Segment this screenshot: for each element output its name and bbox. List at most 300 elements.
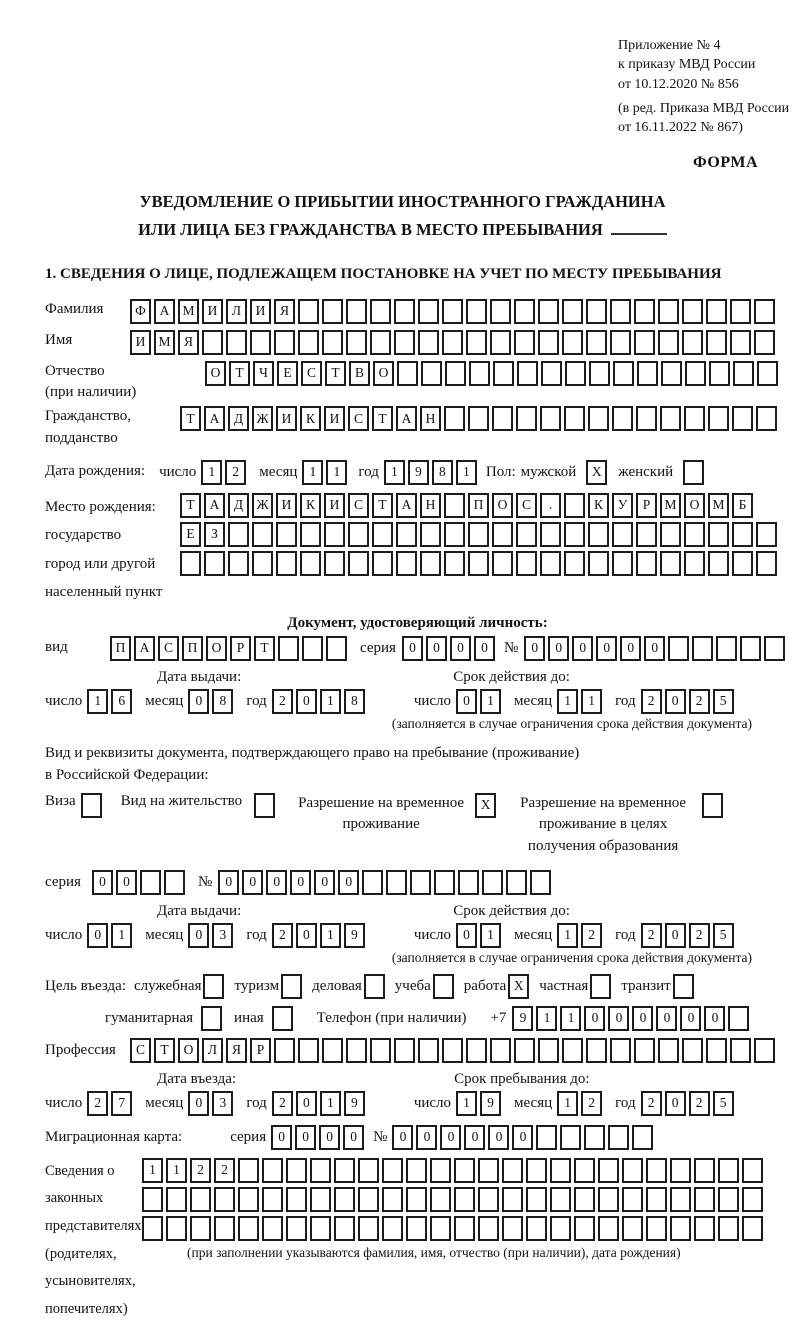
char-cell[interactable] xyxy=(274,330,295,355)
purpose-private-checkbox[interactable] xyxy=(590,974,611,999)
char-cell[interactable]: 0 xyxy=(296,1091,317,1116)
char-cell[interactable] xyxy=(564,551,585,576)
char-cell[interactable]: Т xyxy=(372,493,393,518)
char-cell[interactable] xyxy=(298,1038,319,1063)
char-cell[interactable] xyxy=(598,1158,619,1183)
char-cell[interactable] xyxy=(372,522,393,547)
char-cell[interactable]: Е xyxy=(277,361,298,386)
char-cell[interactable] xyxy=(420,551,441,576)
char-cell[interactable] xyxy=(300,551,321,576)
char-cell[interactable]: Л xyxy=(226,299,247,324)
char-cell[interactable] xyxy=(276,522,297,547)
char-cell[interactable] xyxy=(430,1216,451,1241)
phone-boxes[interactable] xyxy=(512,1006,752,1031)
char-cell[interactable]: Т xyxy=(180,493,201,518)
char-cell[interactable] xyxy=(226,330,247,355)
char-cell[interactable]: А xyxy=(154,299,175,324)
birth-day-boxes[interactable] xyxy=(201,460,249,485)
char-cell[interactable]: 0 xyxy=(218,870,239,895)
purpose-official-checkbox[interactable] xyxy=(203,974,224,999)
char-cell[interactable]: А xyxy=(134,636,155,661)
char-cell[interactable] xyxy=(370,330,391,355)
temp-residence-education-checkbox[interactable] xyxy=(702,793,723,818)
purpose-other-checkbox[interactable] xyxy=(272,1006,293,1031)
char-cell[interactable]: И xyxy=(202,299,223,324)
char-cell[interactable]: 1 xyxy=(142,1158,163,1183)
char-cell[interactable]: 0 xyxy=(426,636,447,661)
char-cell[interactable] xyxy=(516,406,537,431)
char-cell[interactable] xyxy=(286,1187,307,1212)
char-cell[interactable] xyxy=(588,522,609,547)
char-cell[interactable] xyxy=(634,330,655,355)
char-cell[interactable] xyxy=(670,1187,691,1212)
char-cell[interactable]: Т xyxy=(254,636,275,661)
char-cell[interactable] xyxy=(382,1187,403,1212)
purpose-transit-checkbox[interactable] xyxy=(673,974,694,999)
purpose-study-checkbox[interactable] xyxy=(433,974,454,999)
stay-month-boxes[interactable] xyxy=(557,1091,605,1116)
char-cell[interactable] xyxy=(410,870,431,895)
stay-day-boxes[interactable] xyxy=(456,1091,504,1116)
char-cell[interactable]: 5 xyxy=(713,923,734,948)
doc-valid-year-boxes[interactable] xyxy=(641,689,737,714)
char-cell[interactable] xyxy=(612,406,633,431)
char-cell[interactable] xyxy=(262,1158,283,1183)
char-cell[interactable] xyxy=(589,361,610,386)
char-cell[interactable] xyxy=(550,1187,571,1212)
char-cell[interactable] xyxy=(394,330,415,355)
char-cell[interactable] xyxy=(730,1038,751,1063)
char-cell[interactable] xyxy=(646,1216,667,1241)
char-cell[interactable] xyxy=(636,406,657,431)
char-cell[interactable]: 2 xyxy=(689,689,710,714)
char-cell[interactable] xyxy=(682,330,703,355)
char-cell[interactable]: С xyxy=(158,636,179,661)
char-cell[interactable] xyxy=(538,330,559,355)
char-cell[interactable]: И xyxy=(324,406,345,431)
char-cell[interactable]: 1 xyxy=(111,923,132,948)
rvp-issue-month-boxes[interactable] xyxy=(188,923,236,948)
char-cell[interactable] xyxy=(298,330,319,355)
char-cell[interactable]: 0 xyxy=(450,636,471,661)
char-cell[interactable]: 0 xyxy=(266,870,287,895)
char-cell[interactable]: 0 xyxy=(314,870,335,895)
name-boxes[interactable] xyxy=(130,330,778,355)
char-cell[interactable] xyxy=(564,522,585,547)
sex-male-checkbox[interactable]: X xyxy=(586,460,607,485)
char-cell[interactable] xyxy=(418,330,439,355)
char-cell[interactable] xyxy=(564,493,585,518)
char-cell[interactable]: О xyxy=(373,361,394,386)
char-cell[interactable] xyxy=(732,551,753,576)
char-cell[interactable]: Д xyxy=(228,406,249,431)
char-cell[interactable] xyxy=(565,361,586,386)
char-cell[interactable]: 0 xyxy=(456,923,477,948)
char-cell[interactable]: 0 xyxy=(656,1006,677,1031)
char-cell[interactable] xyxy=(588,406,609,431)
char-cell[interactable]: 0 xyxy=(665,923,686,948)
char-cell[interactable]: 0 xyxy=(608,1006,629,1031)
char-cell[interactable] xyxy=(670,1216,691,1241)
char-cell[interactable]: 0 xyxy=(572,636,593,661)
char-cell[interactable] xyxy=(694,1187,715,1212)
char-cell[interactable] xyxy=(684,406,705,431)
char-cell[interactable] xyxy=(490,330,511,355)
char-cell[interactable] xyxy=(334,1216,355,1241)
char-cell[interactable]: 1 xyxy=(326,460,347,485)
char-cell[interactable]: П xyxy=(182,636,203,661)
char-cell[interactable] xyxy=(444,406,465,431)
representatives-row1[interactable] xyxy=(142,1158,766,1183)
char-cell[interactable]: 9 xyxy=(344,923,365,948)
char-cell[interactable]: С xyxy=(348,406,369,431)
char-cell[interactable] xyxy=(740,636,761,661)
char-cell[interactable] xyxy=(334,1187,355,1212)
char-cell[interactable] xyxy=(442,1038,463,1063)
char-cell[interactable] xyxy=(708,522,729,547)
char-cell[interactable]: Я xyxy=(274,299,295,324)
char-cell[interactable] xyxy=(204,551,225,576)
char-cell[interactable] xyxy=(142,1187,163,1212)
char-cell[interactable] xyxy=(334,1158,355,1183)
char-cell[interactable] xyxy=(286,1158,307,1183)
char-cell[interactable] xyxy=(646,1187,667,1212)
char-cell[interactable] xyxy=(310,1158,331,1183)
char-cell[interactable] xyxy=(228,551,249,576)
char-cell[interactable]: Р xyxy=(250,1038,271,1063)
char-cell[interactable] xyxy=(636,551,657,576)
entry-year-boxes[interactable] xyxy=(272,1091,368,1116)
char-cell[interactable] xyxy=(754,330,775,355)
char-cell[interactable]: Л xyxy=(202,1038,223,1063)
char-cell[interactable] xyxy=(586,1038,607,1063)
char-cell[interactable] xyxy=(370,1038,391,1063)
char-cell[interactable]: 0 xyxy=(632,1006,653,1031)
char-cell[interactable]: 5 xyxy=(713,689,734,714)
char-cell[interactable] xyxy=(262,1216,283,1241)
char-cell[interactable] xyxy=(493,361,514,386)
doc-issue-day-boxes[interactable] xyxy=(87,689,135,714)
char-cell[interactable]: О xyxy=(178,1038,199,1063)
char-cell[interactable]: 0 xyxy=(512,1125,533,1150)
char-cell[interactable] xyxy=(708,551,729,576)
char-cell[interactable] xyxy=(190,1216,211,1241)
char-cell[interactable] xyxy=(164,870,185,895)
char-cell[interactable] xyxy=(372,551,393,576)
char-cell[interactable]: 9 xyxy=(344,1091,365,1116)
char-cell[interactable]: 0 xyxy=(620,636,641,661)
char-cell[interactable] xyxy=(612,551,633,576)
char-cell[interactable] xyxy=(490,1038,511,1063)
char-cell[interactable] xyxy=(490,299,511,324)
char-cell[interactable] xyxy=(502,1187,523,1212)
char-cell[interactable]: 2 xyxy=(689,1091,710,1116)
char-cell[interactable]: 0 xyxy=(87,923,108,948)
char-cell[interactable]: Ж xyxy=(252,406,273,431)
char-cell[interactable] xyxy=(685,361,706,386)
char-cell[interactable] xyxy=(228,522,249,547)
char-cell[interactable] xyxy=(466,299,487,324)
char-cell[interactable]: Н xyxy=(420,406,441,431)
representatives-row3[interactable] xyxy=(142,1216,766,1241)
char-cell[interactable]: 2 xyxy=(581,923,602,948)
char-cell[interactable] xyxy=(514,1038,535,1063)
char-cell[interactable] xyxy=(394,299,415,324)
char-cell[interactable] xyxy=(540,551,561,576)
char-cell[interactable] xyxy=(238,1187,259,1212)
char-cell[interactable]: 2 xyxy=(272,923,293,948)
char-cell[interactable] xyxy=(310,1216,331,1241)
char-cell[interactable] xyxy=(274,1038,295,1063)
char-cell[interactable]: 0 xyxy=(343,1125,364,1150)
char-cell[interactable] xyxy=(421,361,442,386)
char-cell[interactable]: 2 xyxy=(190,1158,211,1183)
char-cell[interactable] xyxy=(732,406,753,431)
char-cell[interactable] xyxy=(660,551,681,576)
char-cell[interactable]: 3 xyxy=(212,1091,233,1116)
char-cell[interactable]: С xyxy=(301,361,322,386)
char-cell[interactable] xyxy=(420,522,441,547)
migration-series-boxes[interactable] xyxy=(271,1125,367,1150)
char-cell[interactable] xyxy=(514,299,535,324)
char-cell[interactable] xyxy=(406,1216,427,1241)
char-cell[interactable] xyxy=(610,299,631,324)
char-cell[interactable]: С xyxy=(348,493,369,518)
birth-place-row2[interactable] xyxy=(180,522,780,547)
doc-issue-month-boxes[interactable] xyxy=(188,689,236,714)
char-cell[interactable]: 3 xyxy=(212,923,233,948)
char-cell[interactable] xyxy=(742,1187,763,1212)
char-cell[interactable]: 9 xyxy=(408,460,429,485)
char-cell[interactable]: О xyxy=(684,493,705,518)
char-cell[interactable] xyxy=(406,1158,427,1183)
char-cell[interactable] xyxy=(166,1187,187,1212)
char-cell[interactable] xyxy=(694,1158,715,1183)
char-cell[interactable] xyxy=(418,1038,439,1063)
char-cell[interactable] xyxy=(730,299,751,324)
char-cell[interactable]: Р xyxy=(230,636,251,661)
char-cell[interactable] xyxy=(140,870,161,895)
char-cell[interactable] xyxy=(322,1038,343,1063)
char-cell[interactable] xyxy=(454,1187,475,1212)
char-cell[interactable]: 0 xyxy=(242,870,263,895)
char-cell[interactable]: П xyxy=(468,493,489,518)
char-cell[interactable] xyxy=(706,330,727,355)
char-cell[interactable]: 1 xyxy=(201,460,222,485)
char-cell[interactable]: 2 xyxy=(225,460,246,485)
char-cell[interactable] xyxy=(262,1187,283,1212)
char-cell[interactable] xyxy=(660,522,681,547)
doc-valid-month-boxes[interactable] xyxy=(557,689,605,714)
char-cell[interactable] xyxy=(506,870,527,895)
char-cell[interactable]: Т xyxy=(229,361,250,386)
char-cell[interactable]: 0 xyxy=(92,870,113,895)
char-cell[interactable]: 0 xyxy=(584,1006,605,1031)
birth-place-row1[interactable] xyxy=(180,493,780,518)
char-cell[interactable] xyxy=(502,1158,523,1183)
char-cell[interactable] xyxy=(516,551,537,576)
char-cell[interactable] xyxy=(608,1125,629,1150)
char-cell[interactable]: А xyxy=(396,406,417,431)
residence-permit-checkbox[interactable] xyxy=(254,793,275,818)
char-cell[interactable] xyxy=(637,361,658,386)
char-cell[interactable] xyxy=(202,330,223,355)
char-cell[interactable] xyxy=(442,299,463,324)
char-cell[interactable] xyxy=(302,636,323,661)
char-cell[interactable]: 8 xyxy=(212,689,233,714)
char-cell[interactable] xyxy=(610,1038,631,1063)
char-cell[interactable] xyxy=(586,330,607,355)
char-cell[interactable]: 0 xyxy=(188,689,209,714)
char-cell[interactable]: 9 xyxy=(480,1091,501,1116)
char-cell[interactable] xyxy=(492,522,513,547)
char-cell[interactable] xyxy=(517,361,538,386)
char-cell[interactable] xyxy=(276,551,297,576)
char-cell[interactable]: О xyxy=(206,636,227,661)
char-cell[interactable]: Р xyxy=(636,493,657,518)
char-cell[interactable] xyxy=(238,1158,259,1183)
char-cell[interactable]: 1 xyxy=(480,689,501,714)
char-cell[interactable] xyxy=(530,870,551,895)
stay-year-boxes[interactable] xyxy=(641,1091,737,1116)
char-cell[interactable]: 2 xyxy=(272,1091,293,1116)
char-cell[interactable] xyxy=(396,522,417,547)
char-cell[interactable]: 5 xyxy=(713,1091,734,1116)
rvp-valid-month-boxes[interactable] xyxy=(557,923,605,948)
char-cell[interactable]: 1 xyxy=(166,1158,187,1183)
char-cell[interactable] xyxy=(445,361,466,386)
char-cell[interactable] xyxy=(668,636,689,661)
sex-female-checkbox[interactable] xyxy=(683,460,704,485)
char-cell[interactable] xyxy=(742,1216,763,1241)
char-cell[interactable]: 0 xyxy=(524,636,545,661)
char-cell[interactable] xyxy=(709,361,730,386)
char-cell[interactable] xyxy=(588,551,609,576)
char-cell[interactable] xyxy=(598,1187,619,1212)
char-cell[interactable] xyxy=(190,1187,211,1212)
char-cell[interactable] xyxy=(322,330,343,355)
char-cell[interactable]: 0 xyxy=(680,1006,701,1031)
char-cell[interactable]: 1 xyxy=(560,1006,581,1031)
char-cell[interactable] xyxy=(444,522,465,547)
char-cell[interactable]: 7 xyxy=(111,1091,132,1116)
char-cell[interactable]: М xyxy=(178,299,199,324)
char-cell[interactable]: 2 xyxy=(641,1091,662,1116)
char-cell[interactable] xyxy=(444,551,465,576)
char-cell[interactable] xyxy=(574,1216,595,1241)
char-cell[interactable]: 0 xyxy=(188,1091,209,1116)
char-cell[interactable] xyxy=(684,522,705,547)
char-cell[interactable]: 0 xyxy=(116,870,137,895)
char-cell[interactable]: А xyxy=(204,493,225,518)
char-cell[interactable] xyxy=(326,636,347,661)
char-cell[interactable] xyxy=(298,299,319,324)
rvp-number-boxes[interactable] xyxy=(218,870,554,895)
char-cell[interactable]: Н xyxy=(420,493,441,518)
char-cell[interactable]: Ф xyxy=(130,299,151,324)
entry-month-boxes[interactable] xyxy=(188,1091,236,1116)
char-cell[interactable]: 0 xyxy=(464,1125,485,1150)
char-cell[interactable]: 0 xyxy=(296,689,317,714)
char-cell[interactable] xyxy=(468,551,489,576)
char-cell[interactable]: П xyxy=(110,636,131,661)
char-cell[interactable]: 0 xyxy=(440,1125,461,1150)
char-cell[interactable] xyxy=(754,1038,775,1063)
char-cell[interactable] xyxy=(397,361,418,386)
migration-number-boxes[interactable] xyxy=(392,1125,656,1150)
char-cell[interactable] xyxy=(358,1187,379,1212)
char-cell[interactable]: . xyxy=(540,493,561,518)
char-cell[interactable]: Т xyxy=(325,361,346,386)
char-cell[interactable] xyxy=(322,299,343,324)
char-cell[interactable] xyxy=(694,1216,715,1241)
citizenship-boxes[interactable] xyxy=(180,406,780,431)
char-cell[interactable] xyxy=(406,1187,427,1212)
char-cell[interactable]: 1 xyxy=(320,689,341,714)
entry-day-boxes[interactable] xyxy=(87,1091,135,1116)
char-cell[interactable]: 0 xyxy=(295,1125,316,1150)
char-cell[interactable]: К xyxy=(588,493,609,518)
char-cell[interactable] xyxy=(634,299,655,324)
char-cell[interactable]: А xyxy=(396,493,417,518)
char-cell[interactable] xyxy=(250,330,271,355)
char-cell[interactable]: М xyxy=(660,493,681,518)
char-cell[interactable]: 0 xyxy=(704,1006,725,1031)
char-cell[interactable]: 1 xyxy=(536,1006,557,1031)
char-cell[interactable] xyxy=(622,1158,643,1183)
char-cell[interactable]: К xyxy=(300,493,321,518)
char-cell[interactable] xyxy=(708,406,729,431)
char-cell[interactable] xyxy=(214,1216,235,1241)
char-cell[interactable] xyxy=(682,1038,703,1063)
char-cell[interactable]: 2 xyxy=(214,1158,235,1183)
char-cell[interactable] xyxy=(732,522,753,547)
char-cell[interactable] xyxy=(728,1006,749,1031)
char-cell[interactable] xyxy=(550,1158,571,1183)
char-cell[interactable]: 9 xyxy=(512,1006,533,1031)
char-cell[interactable] xyxy=(180,551,201,576)
char-cell[interactable] xyxy=(469,361,490,386)
char-cell[interactable]: 2 xyxy=(689,923,710,948)
char-cell[interactable] xyxy=(492,551,513,576)
rvp-series-boxes[interactable] xyxy=(92,870,188,895)
char-cell[interactable] xyxy=(324,522,345,547)
char-cell[interactable]: 0 xyxy=(392,1125,413,1150)
char-cell[interactable] xyxy=(540,522,561,547)
char-cell[interactable]: 8 xyxy=(344,689,365,714)
char-cell[interactable] xyxy=(562,330,583,355)
char-cell[interactable] xyxy=(658,299,679,324)
char-cell[interactable]: 1 xyxy=(320,1091,341,1116)
char-cell[interactable] xyxy=(444,493,465,518)
char-cell[interactable]: 1 xyxy=(581,689,602,714)
char-cell[interactable] xyxy=(466,330,487,355)
char-cell[interactable]: 2 xyxy=(641,923,662,948)
char-cell[interactable]: Е xyxy=(180,522,201,547)
char-cell[interactable] xyxy=(526,1216,547,1241)
rvp-issue-year-boxes[interactable] xyxy=(272,923,368,948)
char-cell[interactable] xyxy=(692,636,713,661)
char-cell[interactable] xyxy=(646,1158,667,1183)
char-cell[interactable] xyxy=(716,636,737,661)
char-cell[interactable] xyxy=(458,870,479,895)
char-cell[interactable] xyxy=(166,1216,187,1241)
birth-year-boxes[interactable] xyxy=(384,460,480,485)
char-cell[interactable] xyxy=(502,1216,523,1241)
char-cell[interactable] xyxy=(358,1216,379,1241)
char-cell[interactable]: Я xyxy=(178,330,199,355)
char-cell[interactable]: О xyxy=(492,493,513,518)
